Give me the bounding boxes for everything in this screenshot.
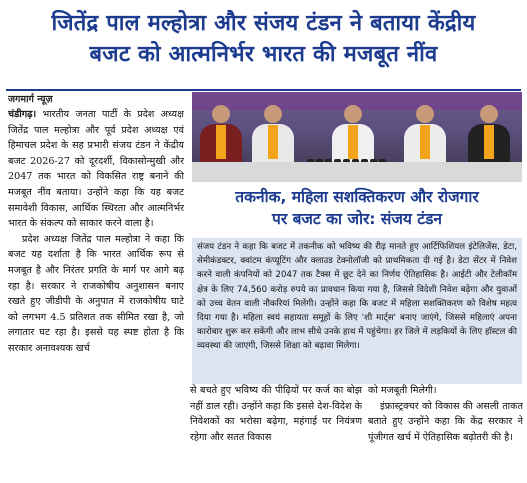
highlight-box-text: संजय टंडन ने कहा कि बजट में तकनीक को भविष्य की रीढ़ मानते हुए आर्टिफिशियल इंटेलिजेंस, डेटा, सेमीकंडक्टर, क्वांटम कंप्यूटिंग और क्लाउड टेक्नोलॉजी को प्राथमिकता दी गई है। डेटा सेंटर में निवेश करने वाली कंपनियों को 2047 तक टैक्स में छूट देने का निर्णय ऐतिहासिक है। आईटी और टेलीकॉम क्षेत्र के लिए 74,560 करोड़ रुपये का प्रावधान किया गया है, जिससे विदेशी निवेश बढ़ेगा और युवाओं को उच्च वेतन वाली नौकरियां मिलेंगी। उन्होंने कहा कि बजट में महिला सशक्तिकरण को विशेष महत्व दिया गया है। महिला स्वयं सहायता समूहों के लिए 'शी मार्ट्स' बनाए जाएंगे, जिससे महिलाएं अपना कारोबार शुरू कर सकेंगी और लाभ सीधे उनके हाथ में पहुंचेगा। हर जिले में लड़कियों के लिए हॉस्टल की व्यवस्था की जाएगी, जिससे शिक्षा को बढ़ावा मिलेगा। bbox=[197, 242, 517, 352]
right-column-paragraph-2: इंफ्रास्ट्रक्चर को विकास की असली ताकत बताते हुए उन्होंने कहा कि केंद्र सरकार ने पूंजीगत खर्च में ऐतिहासिक बढ़ोतरी की है। bbox=[368, 400, 523, 443]
photo-table bbox=[192, 162, 522, 182]
article-left-column bbox=[8, 92, 184, 382]
middle-column-text: से बचते हुए भविष्य की पीढ़ियों पर कर्ज का बोझ नहीं डाल रही। उन्होंने कहा कि इससे देश-विदेश के निवेशकों का भरोसा बढ़ेगा, महंगाई पर नियंत्रण रहेगा और सतत विकास bbox=[190, 385, 362, 443]
article-right-column bbox=[368, 383, 523, 483]
photo-person bbox=[200, 105, 242, 164]
subhead-line-2: पर बजट का जोर: संजय टंडन bbox=[272, 210, 442, 228]
article-paragraph-1 bbox=[8, 107, 184, 232]
article-middle-column bbox=[190, 383, 362, 483]
highlight-box bbox=[192, 238, 522, 384]
dateline: चंडीगढ़। bbox=[8, 109, 37, 120]
headline-divider bbox=[6, 89, 521, 91]
byline: जगमार्ग न्यूज़ bbox=[8, 94, 53, 105]
article-left-column-continued bbox=[8, 383, 184, 483]
headline-line-1: जितेंद्र पाल मल्होत्रा और संजय टंडन ने बताया केंद्रीय bbox=[51, 11, 476, 36]
article-paragraph-2: प्रदेश अध्यक्ष जितेंद्र पाल मल्होत्रा ने कहा कि बजट यह दर्शाता है कि भारत आर्थिक रूप से मजबूत है और निरंतर प्रगति के मार्ग पर आगे बढ़ रहा है। सरकार ने राजकोषीय अनुशासन बनाए रखते हुए जीडीपी के अनुपात में राजकोषीय घाटे को लगभग 4.5 प्रतिशत तक सीमित रखा है, जो लगातार घट रहा है। इससे यह स्पष्ट होता है कि सरकार अनावश्यक खर्च bbox=[8, 233, 184, 354]
photo-person bbox=[404, 105, 446, 164]
photo-person bbox=[468, 105, 510, 164]
headline-line-2: बजट को आत्मनिर्भर भारत की मजबूत नींव bbox=[89, 42, 438, 67]
press-conference-photo bbox=[192, 92, 522, 182]
subhead-line-1: तकनीक, महिला सशक्तिकरण और रोजगार bbox=[235, 188, 479, 206]
sub-headline bbox=[192, 186, 522, 236]
photo-person bbox=[252, 105, 294, 164]
paragraph-1-text: भारतीय जनता पार्टी के प्रदेश अध्यक्ष जितेंद्र पाल मल्होत्रा और पूर्व प्रदेश अध्यक्ष एवं हिमाचल प्रदेश के सह प्रभारी संजय टंडन ने केंद्रीय बजट 2026-27 को दूरदर्शी, विकासोन्मुखी और 2047 तक भारत को विकसित राष्ट्र बनाने की मजबूत नींव बताया। उन्होंने कहा कि यह बजट समावेशी विकास, आर्थिक स्थिरता और आत्मनिर्भर भारत के संकल्प को साकार करने वाला है। bbox=[8, 109, 184, 230]
main-headline bbox=[0, 0, 527, 88]
right-column-paragraph-1: को मजबूती मिलेगी। bbox=[368, 385, 437, 396]
